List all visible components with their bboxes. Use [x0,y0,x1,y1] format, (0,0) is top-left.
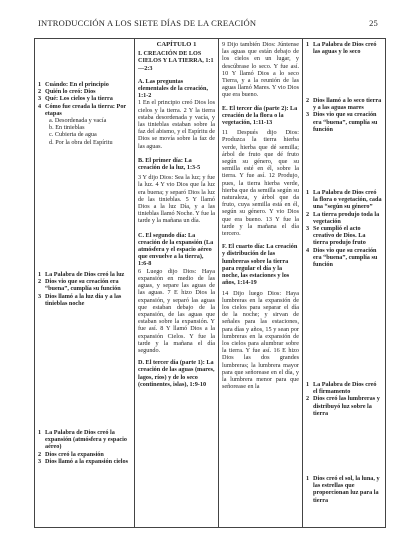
column-scripture [219,39,303,527]
list-block [38,429,131,465]
list-block [306,41,382,55]
list-item [38,429,131,451]
item-number: 1 [38,271,42,278]
item-text: Dios creó el sol, la luna, y las estrellas que proporcionan luz para la tierra [313,475,380,504]
list-item [306,97,382,111]
list-block [306,97,382,133]
item-number: 1 [38,81,42,88]
item-text: Dios vio que su creación era “buena”, cumplía su función [45,278,121,293]
item-number: 2 [38,450,42,458]
item-text: Qué: Los cielos y la tierra [45,95,113,103]
column-questions-right [303,39,385,527]
item-text: La Palabra de Dios creó las aguas y lo seco [313,41,377,56]
item-text: Dios vio que su creación era “buena”, cumplía su función [313,111,378,133]
list-block [306,475,382,504]
list-item [38,293,131,307]
item-number: 3 [38,95,42,103]
item-text: La Palabra de Dios creó la expansión (atmósfera y espacio aéreo) [45,429,127,451]
item-number: 2 [38,278,42,286]
page-number: 25 [369,18,378,28]
item-text: Cuándo: En el principio [45,81,109,88]
section-heading: A. Las preguntas elementales de la creación, 1:1-2 [138,77,208,100]
running-title: INTRODUCCIÓN A LOS SIETE DÍAS DE LA CREACIÓN [38,18,257,28]
item-text: La tierra produjo toda la vegetación [313,210,380,225]
list-item [38,103,131,117]
list-item [306,41,382,55]
item-text: Dios vio que su creación era “buena”, cumplía su función [313,246,378,269]
item-text: La Palabra de Dios creó la luz [45,271,125,278]
list-item [306,475,382,504]
item-number: 2 [306,97,310,104]
scripture-text: 14 Dijo luego Dios: Haya lumbreras en la expansión de los cielos para separar el día de la noche; y sirvan de señales para las estaciones, para días y años, 15 y sean por lumbreras en la expansión de los cielos para alumbrar sobre la tierra. Y fue así. 16 E hizo Dios las dos grandes lumbreras; la lumbrera mayor para que señorease en el día, y la lumbrera menor para que señorease en la [222,289,299,391]
list-item [38,278,131,292]
item-text: Dios llamó a lo seco tierra y a las aguas mares [313,97,382,112]
item-number: 2 [38,88,42,96]
item-text: Cómo fue creada la tierra: Por etapas [45,102,127,117]
list-item [38,88,131,95]
page-header [38,18,378,28]
list-item [38,458,131,465]
list-item [38,95,131,102]
list-item [38,451,131,458]
sub-item: a. Desordenada y vacía [49,117,107,125]
sub-item: c. Cubierta de agua [49,131,97,139]
list-item [38,81,131,88]
item-number: 1 [306,475,310,482]
study-table [34,38,386,528]
section-heading: I. CREACIÓN DE LOS CIELOS Y LA TIERRA, 1:1—2:3 [138,50,214,72]
item-number: 1 [38,429,42,436]
section-heading: D. El tercer día (parte 1): La creación de las aguas (mares, lagos, ríos) y de lo seco (continentes, islas), 1:9-10 [138,359,215,388]
item-number: 3 [38,292,42,300]
item-number: 4 [38,102,42,110]
list-item [306,381,382,395]
section-heading: B. El primer día: La creación de la luz, 1:3-5 [138,156,201,172]
list-item [38,271,131,278]
section-heading: F. El cuarto día: La creación y distribución de las lumbreras sobre la tierra para regular el día y la noche, las estaciones y los años, 1:14-19 [222,243,298,287]
scripture-text: 9 Dijo también Dios: Júntense las aguas que están debajo de los cielos en un lugar, y descúbrase lo seco. Y fue así. 10 Y llamó Dios a lo seco Tierra, y a la reunión de las aguas llamó Mares. Y vio Dios que era bueno. [222,41,299,99]
column-outline [135,39,219,527]
item-text: Se cumplió el acto creativo de Dios. La tierra produjo fruto [313,225,366,247]
scripture-text: 1 En el principio creó Dios los cielos y la tierra. 2 Y la tierra estaba desordenada y vacía, y las tinieblas estaban sobre la faz del abismo, y el Espíritu de Dios se movía sobre la faz de las aguas. [138,99,215,150]
item-number: 3 [306,225,310,233]
list-item [306,111,382,133]
section-heading: C. El segundo día: La creación de la expansión (La atmósfera y el espacio aéreo que envuelve a la tierra), 1:6-8 [138,231,214,268]
item-text: Dios llamó a la luz día y a las tinieblas noche [45,292,122,307]
item-text: Quién lo creó: Dios [45,88,96,96]
list-item [306,189,382,211]
item-text: La Palabra de Dios creó el firmamento [313,381,377,396]
sub-item: b. En tinieblas [49,124,85,132]
scripture-text: 3 Y dijo Dios: Sea la luz; y fue la luz. 4 Y vio Dios que la luz era buena; y separó Dios la luz de las tinieblas. 5 Y llamó Dios a la luz Día, y a las tinieblas llamó Noche. Y fue la tarde y la mañana un día. [138,174,215,225]
chapter-heading: CAPÍTULO 1 [156,41,197,48]
item-number: 1 [306,41,310,48]
item-number: 3 [306,111,310,119]
list-item [306,225,382,247]
item-text: Dios creó la expansión [45,450,104,458]
item-text: Dios llamó a la expansión cielos [45,457,129,465]
item-number: 2 [306,395,310,403]
item-number: 1 [306,381,310,388]
list-block [306,189,382,268]
list-item [306,247,382,269]
scripture-text: 6 Luego dijo Dios: Haya expansión en medio de las aguas, y separe las aguas de las aguas. 7 E hizo Dios la expansión, y separó las aguas que estaban debajo de la expansión, de las aguas que estaban sobre la expansión. Y fue así. 8 Y llamó Dios a la expansión Cielos. Y fue la tarde y la mañana el día segundo. [138,267,215,354]
sub-item: d. Por la obra del Espíritu [49,138,113,146]
list-item [306,395,382,417]
column-questions-left [35,39,135,527]
item-number: 1 [306,189,310,196]
list-block [38,81,131,146]
item-number: 3 [38,457,42,465]
list-block [306,381,382,417]
scripture-text: 11 Después dijo Dios: Produzca la tierra hierba verde, hierba que dé semilla; árbol de fruto que dé fruto según su género, que su semilla esté en él, sobre la tierra. Y fue así. 12 Produjo, pues, la tierra hierba verde, hierba que da semilla según su naturaleza, y árbol que da fruto, cuya semilla está en él, según su género. Y vio Dios que era bueno. 13 Y fue la tarde y la mañana el día tercero. [222,129,299,238]
item-text: La Palabra de Dios creó la flora o vegetación, cada una “según su género” [313,189,382,211]
list-block [38,271,131,307]
item-text: Dios creó las lumbreras y distribuyó luz sobre la tierra [313,395,380,417]
section-heading: E. El tercer día (parte 2): La creación de la flora o la vegetación, 1:11-13 [222,104,298,127]
item-number: 2 [306,210,310,218]
item-number: 4 [306,246,310,254]
list-item [306,211,382,225]
